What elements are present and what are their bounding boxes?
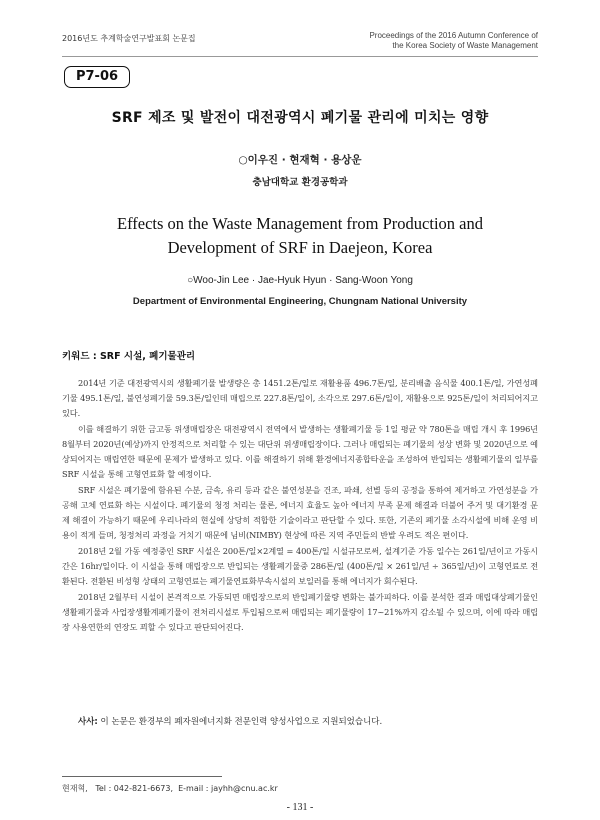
acknowledgement-text: 이 논문은 환경부의 폐자원에너지화 전문인력 양성사업으로 지원되었습니다. <box>97 717 383 727</box>
header-divider <box>62 56 538 57</box>
page-number: - 131 - <box>286 802 314 813</box>
header-right-line1: Proceedings of the 2016 Autumn Conference of <box>369 31 538 40</box>
header-proceedings-kr: 2016년도 추계학술연구발표회 논문집 <box>62 34 196 43</box>
body-paragraph: 2014년 기준 대전광역시의 생활폐기물 발생량은 총 1451.2톤/일로 재활용품 496.7톤/일, 분리배출 음식물 400.1톤/일, 가연성폐기물 495.1톤/일, 불연성폐기물 59.3톤/일인데 매립으로 227.8톤/일이, 소각으로 297.6톤/일이, 재활용으로 925톤/일이 처리되어지고 있다. <box>62 378 538 418</box>
english-title-line1: Effects on the Waste Management from Production and <box>116 214 483 233</box>
footnote-divider <box>62 776 222 777</box>
korean-affiliation: 충남대학교 환경공학과 <box>252 177 348 188</box>
paper-code-badge: P7-06 <box>64 66 130 88</box>
body-paragraph: 2018년 2월 가동 예정중인 SRF 시설은 200톤/일×2계열 = 400톤/일 시설규모로써, 설계기준 가동 일수는 261일/년이고 가동시간은 16hr/일이다. 이 시설을 통해 매립장으로 반입되는 생활폐기물중 286톤/일 (400톤/일 × 261일/년 ÷ 365일/년)이 고형연료로 전환된다. 전환된 비성형 상태의 고형연료는 폐기물연료화부속시설의 보일러를 통해 에너지가 회수된다. <box>62 546 538 586</box>
body-paragraph: SRF 시설은 폐기물에 함유된 수분, 금속, 유리 등과 같은 불연성분을 건조, 파쇄, 선별 등의 공정을 통하여 제거하고 가연성분을 가공해 고체 연료화 하는 시설이다. 폐기물의 청정 처리는 물론, 에너지 효율도 높아 에너지 부족 문제 해결과 더불어 주거 및 대기환경 문제 해결이 가능하기 때문에 우리나라의 현실에 상당히 적합한 기술이라고 판단할 수 있다. 또한, 기존의 폐기물 소각시설에 비해 운영 비용이 적게 들며, 청정처리 과정을 거치기 때문에 님비(NIMBY) 현상에 따른 지역 주민들의 반발 우려도 적은 편이다. <box>62 485 538 540</box>
english-title <box>0 212 600 260</box>
english-title-line2: Development of SRF in Daejeon, Korea <box>167 238 433 257</box>
body-paragraph: 이를 해결하기 위한 금고동 위생매립장은 대전광역시 전역에서 발생하는 생활폐기물 등 1일 평균 약 780톤을 매립 개시 후 1996년 8월부터 2020년(예상)까지 안정적으로 처리할 수 있는 대단위 위생매립장이다. 그러나 매립되는 폐기물의 성상 변화 및 2020년으로 예상되어지는 매립연한 때문에 문제가 발생하고 있다. 이를 해결하기 위해 환경에너지종합타운을 조성하여 반입되는 생활폐기물의 일부를 SRF 시설을 통해 고형연료화 할 예정이다. <box>62 424 538 479</box>
header-proceedings-en <box>278 31 538 51</box>
header-right-line2: the Korea Society of Waste Management <box>392 41 538 50</box>
body-paragraph: 2018년 2월부터 시설이 본격적으로 가동되면 매립장으로의 반입폐기물량 변화는 불가피하다. 이를 분석한 결과 매립대상폐기물인 생활폐기물과 사업장생활계폐기물이 전처리시설로 투입됨으로써 매립되는 폐기물량이 17~21%까지 감소될 수 있으며, 이에 따라 매립장 사용연한의 연장도 꾀할 수 있다고 판단되어진다. <box>62 592 538 632</box>
corresponding-author-contact: 현재혁, Tel : 042-821-6673, E-mail : jayhh@cnu.ac.kr <box>62 784 278 793</box>
english-authors: ○Woo-Jin Lee · Jae-Hyuk Hyun · Sang-Woon Yong <box>187 275 413 286</box>
korean-authors: ○이우진 · 현재혁 · 용상운 <box>238 154 362 166</box>
keywords: 키워드 : SRF 시설, 폐기물관리 <box>62 351 196 362</box>
abstract-body <box>62 376 538 636</box>
acknowledgement-label: 사사: <box>78 717 98 727</box>
english-affiliation: Department of Environmental Engineering, Chungnam National University <box>132 296 468 307</box>
acknowledgement <box>62 715 538 727</box>
korean-title: SRF 제조 및 발전이 대전광역시 폐기물 관리에 미치는 영향 <box>111 110 489 126</box>
